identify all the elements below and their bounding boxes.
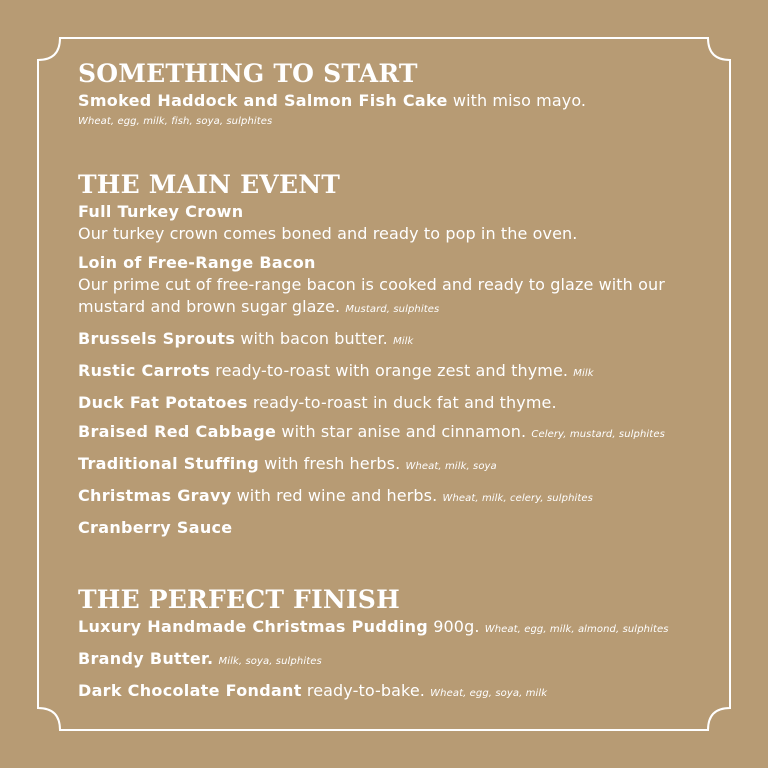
item-allergens: Mustard, sulphites <box>345 304 440 315</box>
item-description: with miso mayo. <box>447 91 587 110</box>
item-name: Brandy Butter. <box>78 649 214 668</box>
item-description: Our turkey crown comes boned and ready to pop in the oven. <box>78 224 578 243</box>
item-description: with star anise and cinnamon. <box>276 422 527 441</box>
item-description: with fresh herbs. <box>258 454 401 473</box>
menu-item <box>78 680 718 705</box>
item-name: Dark Chocolate Fondant <box>78 681 302 700</box>
item-name: Braised Red Cabbage <box>78 422 277 441</box>
item-description: ready-to-roast in duck fat and thyme. <box>247 393 557 412</box>
item-description: 900g. <box>428 617 480 636</box>
menu-item <box>78 421 718 446</box>
item-allergens: Wheat, egg, soya, milk <box>430 688 548 699</box>
item-name: Traditional Stuffing <box>78 454 259 473</box>
menu-content <box>78 58 718 712</box>
item-allergens: Celery, mustard, sulphites <box>531 429 665 440</box>
item-name: Rustic Carrots <box>78 361 211 380</box>
item-allergens: Wheat, egg, milk, fish, soya, sulphites <box>78 116 273 127</box>
menu-item <box>78 517 718 539</box>
item-name: Smoked Haddock and Salmon Fish Cake <box>78 91 448 110</box>
menu-item <box>78 453 718 478</box>
menu-item <box>78 328 718 353</box>
item-allergens: Milk, soya, sulphites <box>218 656 322 667</box>
item-allergens: Wheat, milk, soya <box>405 461 497 472</box>
item-allergens: Milk <box>573 368 594 379</box>
menu-item <box>78 648 718 673</box>
menu-item <box>78 392 718 414</box>
menu-item <box>78 616 718 641</box>
item-allergens: Milk <box>393 336 414 347</box>
menu-item <box>78 201 718 245</box>
item-name: Christmas Gravy <box>78 486 232 505</box>
item-name: Loin of Free-Range Bacon <box>78 253 316 272</box>
menu-item <box>78 360 718 385</box>
menu-item <box>78 252 718 321</box>
section-title-main: THE MAIN EVENT <box>78 170 341 199</box>
item-name: Luxury Handmade Christmas Pudding <box>78 617 429 636</box>
section-title-finish: THE PERFECT FINISH <box>78 585 400 614</box>
item-description: with red wine and herbs. <box>231 486 438 505</box>
item-allergens: Wheat, egg, milk, almond, sulphites <box>484 624 669 635</box>
item-allergens: Wheat, milk, celery, sulphites <box>442 493 593 504</box>
section-title-start: SOMETHING TO START <box>78 59 418 88</box>
item-name: Duck Fat Potatoes <box>78 393 248 412</box>
item-name: Brussels Sprouts <box>78 329 236 348</box>
item-description: ready-to-roast with orange zest and thyme. <box>210 361 569 380</box>
item-name: Full Turkey Crown <box>78 202 244 221</box>
item-description: with bacon butter. <box>235 329 388 348</box>
item-name: Cranberry Sauce <box>78 518 233 537</box>
item-description: Our prime cut of free-range bacon is cooked and ready to glaze with our mustard and brown sugar glaze. <box>78 275 665 316</box>
item-description: ready-to-bake. <box>301 681 425 700</box>
menu-item <box>78 485 718 510</box>
menu-item <box>78 90 718 130</box>
